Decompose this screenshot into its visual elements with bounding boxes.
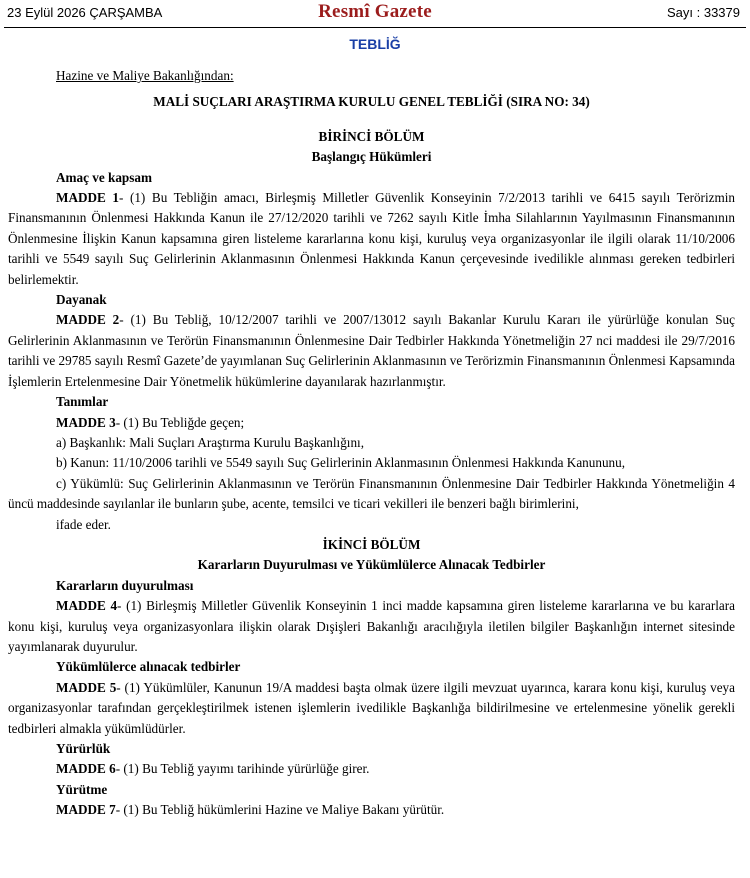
section-label: TEBLİĞ	[349, 36, 401, 52]
article-3-text: - (1) Bu Tebliğde geçen;	[115, 414, 245, 430]
article-5-text: - (1) Yükümlüler, Kanunun 19/A maddesi başta olmak üzere ilgili mevzuat uyarınca, karara konu kişi, kuruluş veya organizasyonlar tarafından gerçekleştirilmek istenen işlemlerin ivedilikle Başkanlığa bildirilmesine ve ertelenmesine yönelik gerekli tedbirleri almakla yükümlüdürler.	[8, 679, 735, 736]
chapter-2-name: Kararların Duyurulması ve Yükümlülerce Alınacak Tedbirler	[197, 557, 546, 573]
definitions-closing: ifade eder.	[56, 516, 111, 532]
article-5-paragraph	[8, 678, 735, 739]
article-7-text: - (1) Bu Tebliğ hükümlerini Hazine ve Maliye Bakanı yürütür.	[115, 802, 445, 818]
definition-item-c: c) Yükümlü: Suç Gelirlerinin Aklanmasının ve Terörün Finansmanının Önlenmesine Dair Tedbirler Hakkında Yönetmeliğin 4 üncü maddesinde sayılanlar ile bunların şube, acente, temsilci ve ticari vekilleri ile benzeri bağlı birimlerini,	[8, 475, 735, 512]
chapter-1-name: Başlangıç Hükümleri	[311, 149, 432, 165]
chapter-2-number: İKİNCİ BÖLÜM	[322, 536, 421, 552]
article-5-label: MADDE 5	[56, 679, 117, 695]
article-2-paragraph	[8, 310, 735, 392]
article-4-paragraph	[8, 596, 735, 657]
article-4-text: - (1) Birleşmiş Milletler Güvenlik Konseyinin 1 inci madde kapsamına giren listeleme kararlarına ve bu kararlara konu kişi, kuruluş veya organizasyonlara ilişkin olarak Dışişleri Bakanlığı aracılığıyla iletilen bilgiler Başkanlığın internet sitesinde yayımlanarak duyurulur.	[8, 598, 735, 654]
publication-date: 23 Eylül 2026 ÇARŞAMBA	[7, 5, 163, 20]
article-1-heading: Amaç ve kapsam	[56, 169, 152, 185]
definition-item-b: b) Kanun: 11/10/2006 tarihli ve 5549 sayılı Suç Gelirlerinin Aklanmasının Önlenmesi Hakkında Kanununu,	[56, 455, 626, 471]
article-6-label: MADDE 6	[56, 761, 116, 777]
issue-number: Sayı : 33379	[667, 5, 740, 20]
article-4-label: MADDE 4	[56, 598, 118, 614]
article-1-label: MADDE 1	[56, 190, 119, 206]
article-5-heading: Yükümlülerce alınacak tedbirler	[56, 659, 241, 675]
definition-item-a: a) Başkanlık: Mali Suçları Araştırma Kurulu Başkanlığını,	[56, 434, 365, 450]
article-6-text: - (1) Bu Tebliğ yayımı tarihinde yürürlüğe girer.	[115, 761, 370, 777]
article-1-paragraph	[8, 188, 735, 290]
article-3-label: MADDE 3	[56, 414, 116, 430]
article-7-label: MADDE 7	[56, 802, 116, 818]
chapter-1-number: BİRİNCİ BÖLÜM	[318, 128, 425, 144]
document-body	[8, 66, 735, 821]
article-6-heading: Yürürlük	[56, 741, 111, 756]
gazette-title: Resmî Gazete	[318, 1, 432, 22]
issuing-authority: Hazine ve Maliye Bakanlığından:	[56, 68, 234, 83]
document-title: MALİ SUÇLARI ARAŞTIRMA KURULU GENEL TEBLİĞİ (SIRA NO: 34)	[153, 94, 590, 110]
article-7-heading: Yürütme	[56, 781, 108, 797]
article-2-label: MADDE 2	[56, 312, 120, 328]
article-2-text: - (1) Bu Tebliğ, 10/12/2007 tarihli ve 2007/13012 sayılı Bakanlar Kurulu Kararı ile yürürlüğe konulan Suç Gelirlerinin Aklanmasının ve Terörün Finansmanının Önlenmesine Dair Tedbirler Hakkında Yönetmeliğin 27 nci maddesi ile 29/7/2016 tarihli ve 29785 sayılı Resmî Gazete’de yayımlanan Suç Gelirlerinin Aklanmasının ve Terörizmin Finansmanının Önlenmesi Kapsamında İşlemlerin Ertelenmesine Dair Yönetmelik hükümlerine dayanılarak hazırlanmıştır.	[8, 312, 735, 389]
article-6-paragraph	[8, 759, 735, 779]
article-3-heading: Tanımlar	[56, 394, 109, 410]
header-divider	[4, 27, 746, 28]
article-1-text: - (1) Bu Tebliğin amacı, Birleşmiş Milletler Güvenlik Konseyinin 7/2/2013 tarihli ve 6415 sayılı Terörizmin Finansmanının Önlenmesi Hakkında Kanun ile 27/12/2020 tarihli ve 7262 sayılı Kitle İmha Silahlarının Yayılmasının Finansmanının Önlenmesine İlişkin Kanun kapsamına giren listeleme kararlarına konu kişi, kuruluş veya organizasyonlar ile ilgili olarak 11/10/2006 tarihli ve 5549 sayılı Suç Gelirlerinin Aklanmasının Önlenmesi Hakkında Kanun çerçevesinde ivedilikle alınması gereken tedbirleri belirlemektir.	[8, 190, 735, 287]
article-2-heading: Dayanak	[56, 292, 107, 308]
gazette-header	[0, 0, 750, 28]
article-4-heading: Kararların duyurulması	[56, 577, 194, 593]
article-7-paragraph	[8, 800, 735, 820]
article-3-paragraph	[8, 413, 735, 433]
